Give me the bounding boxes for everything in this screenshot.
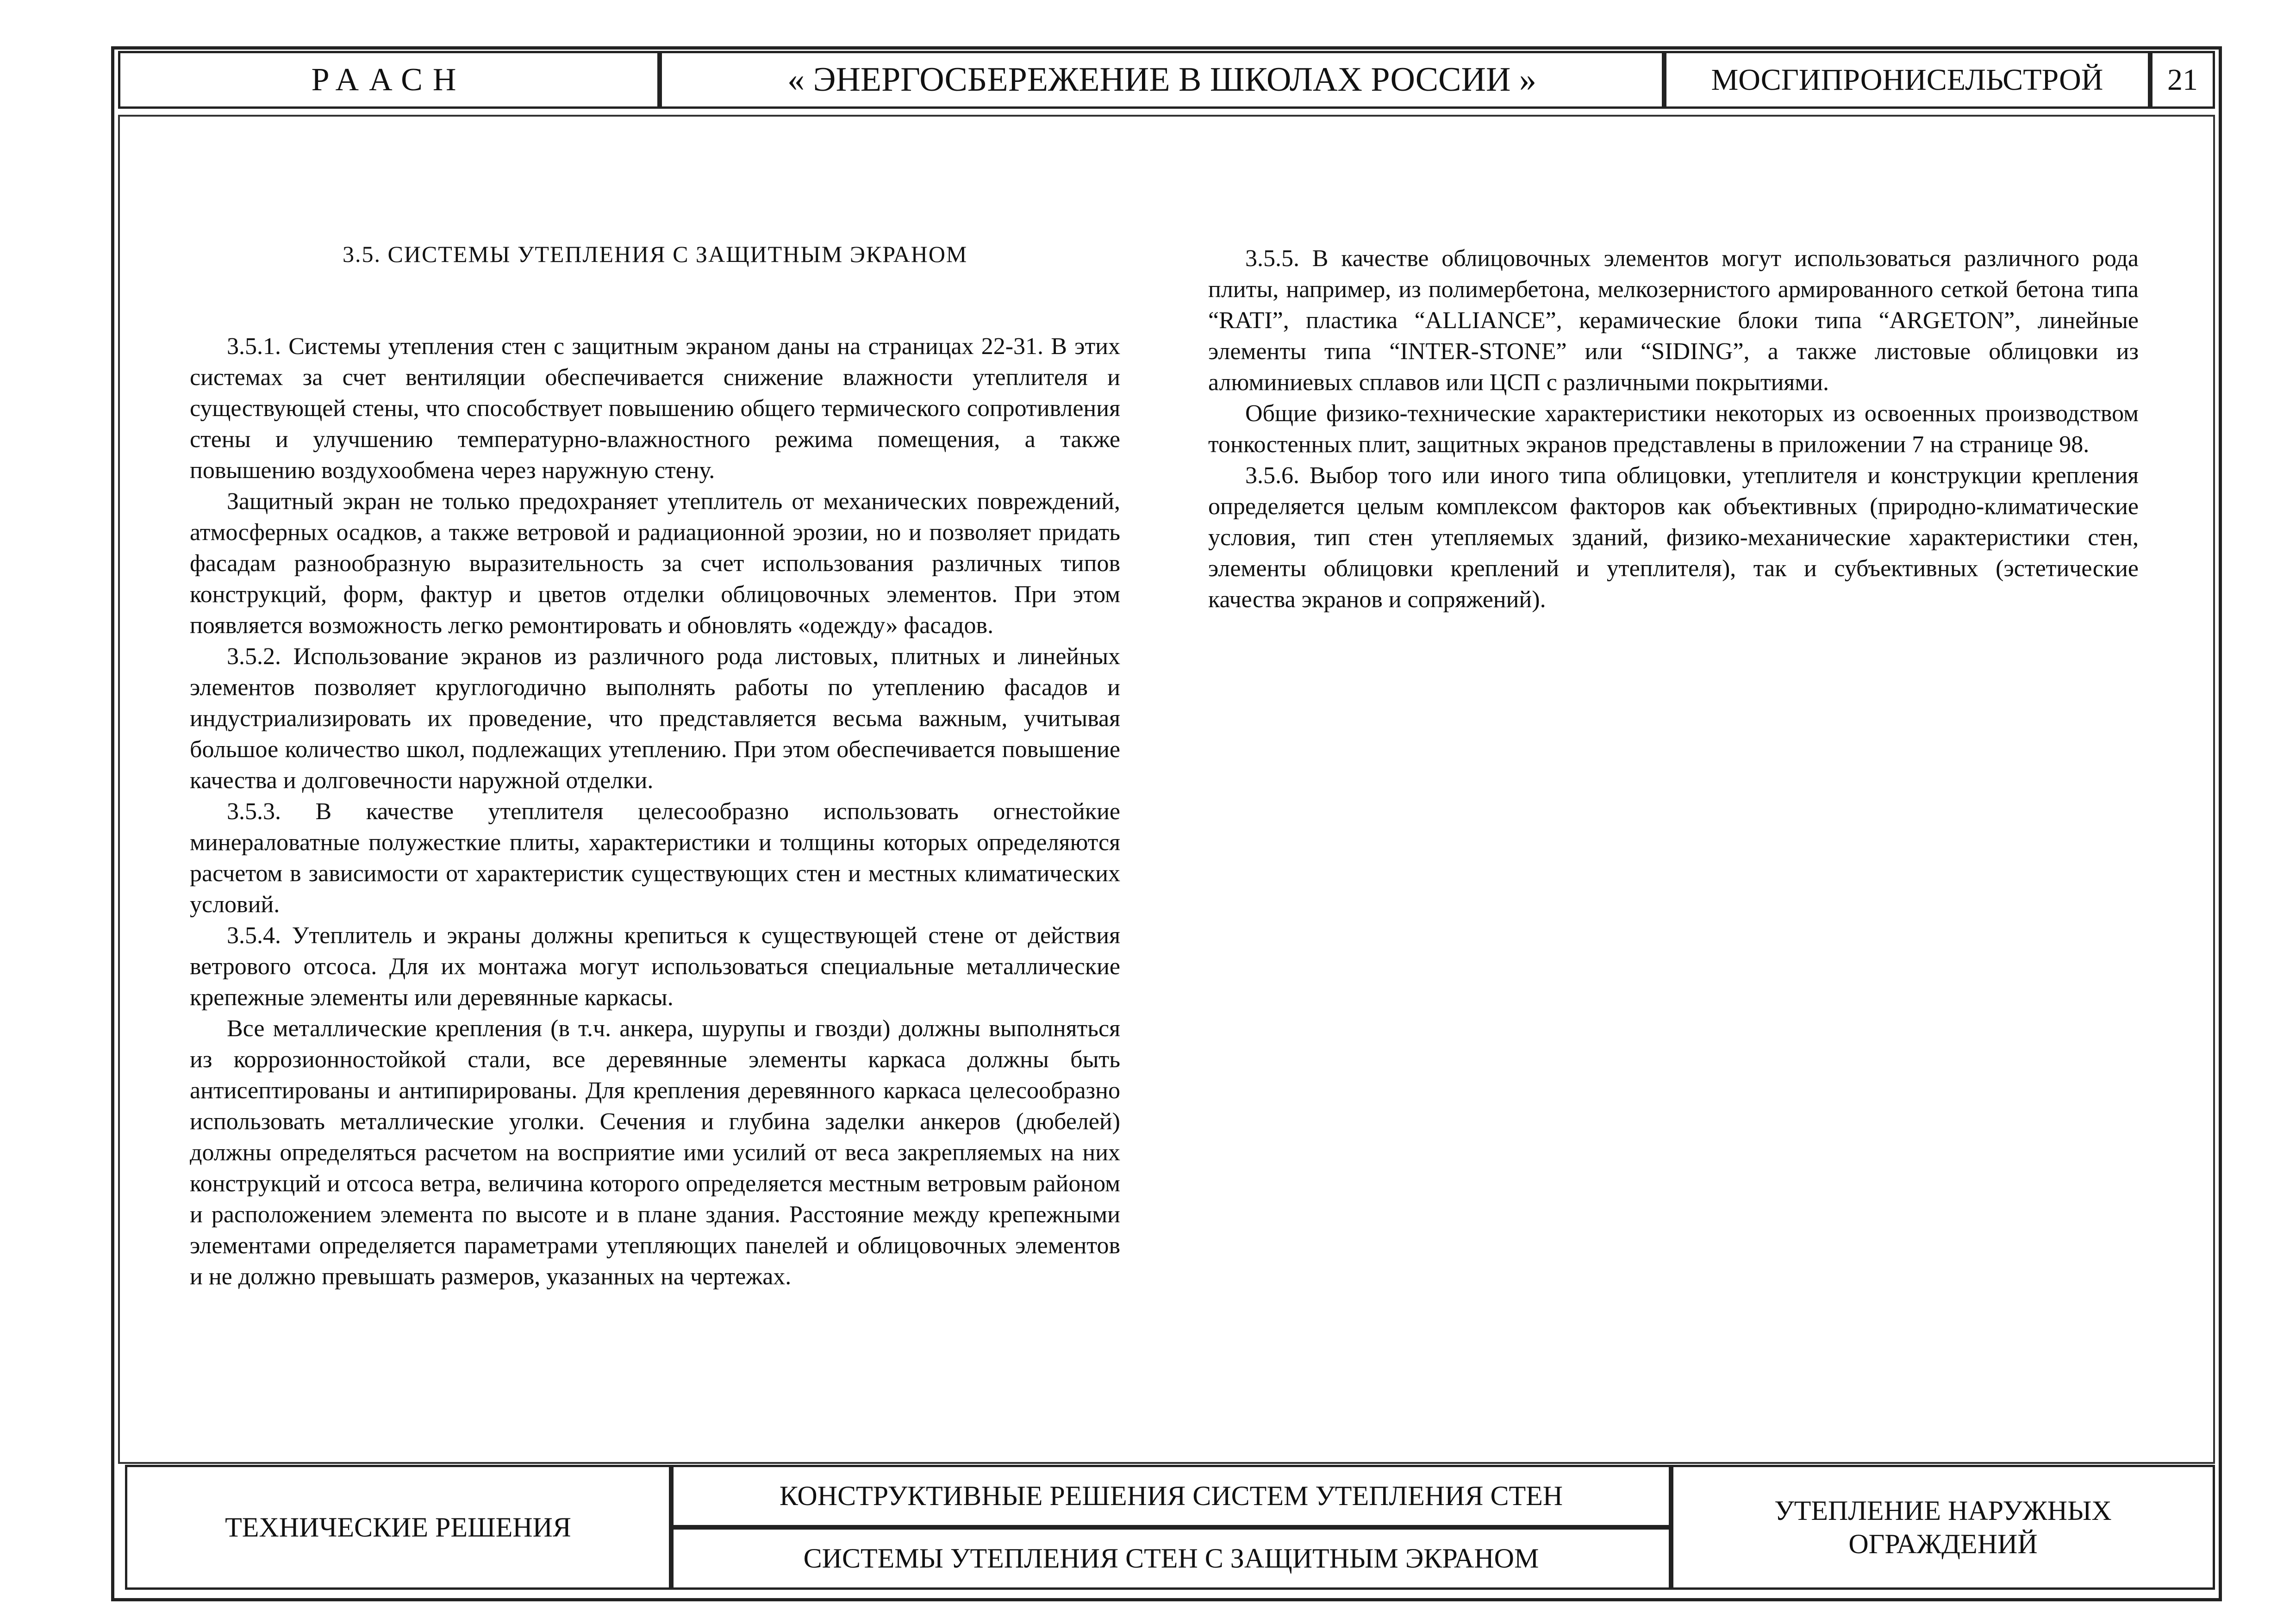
footer-category-text: ТЕХНИЧЕСКИЕ РЕШЕНИЯ <box>225 1512 571 1543</box>
paragraph: Защитный экран не только предохраняет утеплитель от механических повреждений, атмосферных осадков, а также ветровой и радиационной эрозии, но и позволяет придать фасадам разнообразную выразительность за счет использования различных типов конструкций, форм, фактур и цветов отделки облицовочных элементов. При этом появляется возможность легко ремонтировать и обновлять «одежду» фасадов. <box>190 488 1120 639</box>
header-title-text: « ЭНЕРГОСБЕРЕЖЕНИЕ В ШКОЛАХ РОССИИ » <box>787 61 1536 99</box>
footer-topic <box>1671 1465 2215 1590</box>
paragraph: 3.5.1. Системы утепления стен с защитным экраном даны на страницах 22-31. В этих системах за счет вентиляции обеспечивается снижение влажности утеплителя и существующей стены, что способствует повышению общего термического сопротивления стены и улучшению температурно-влажностного режима помещения, а также повышению воздухообмена через наружную стену. <box>190 333 1120 484</box>
paragraph: 3.5.4. Утеплитель и экраны должны крепиться к существующей стене от действия ветрового отсоса. Для их монтажа могут использоваться специальные металлические крепежные элементы или деревянные каркасы. <box>190 922 1120 1011</box>
header-title <box>660 51 1664 109</box>
right-column <box>1208 243 2139 615</box>
footer-category <box>125 1465 671 1590</box>
paragraph: 3.5.2. Использование экранов из различного рода листовых, плитных и линейных элементов позволяет круглогодично выполнять работы по утеплению фасадов и индустриализировать их проведение, что представляется весьма важным, учитывая большое количество школ, подлежащих утеплению. При этом обеспечивается повышение качества и долговечности наружной отделки. <box>190 643 1120 794</box>
footer-topic-text: УТЕПЛЕНИЕ НАРУЖНЫХ ОГРАЖДЕНИЙ <box>1774 1495 2112 1559</box>
footer-subtitle-top-text: КОНСТРУКТИВНЫЕ РЕШЕНИЯ СИСТЕМ УТЕПЛЕНИЯ СТЕН <box>779 1481 1563 1511</box>
paragraph: 3.5.5. В качестве облицовочных элементов могут использоваться различного рода плиты, например, из полимербетона, мелкозернистого армированного сеткой бетона типа “RATI”, пластика “ALLIANCE”, керамические блоки типа “ARGETON”, линейные элементы типа “INTER-STONE” или “SIDING”, а также листовые облицовки из алюминиевых сплавов или ЦСП с различными покрытиями. <box>1208 245 2139 396</box>
page-number <box>2150 51 2215 109</box>
section-title: 3.5. СИСТЕМЫ УТЕПЛЕНИЯ С ЗАЩИТНЫМ ЭКРАНОМ <box>343 241 968 267</box>
paragraph: Общие физико-технические характеристики некоторых из освоенных производством тонкостенных плит, защитных экранов представлены в приложении 7 на странице 98. <box>1208 400 2139 458</box>
header-org-text: РААСН <box>311 62 467 98</box>
paragraph: Все металлические крепления (в т.ч. анкера, шурупы и гвозди) должны выполняться из коррозионностойкой стали, все деревянные элементы каркаса должны быть антисептированы и антипирированы. Для крепления деревянного каркаса целесообразно использовать металлические уголки. Сечения и глубина заделки анкеров (дюбелей) должны определяться расчетом на восприятие ими усилий от веса закрепляемых на них конструкций и отсоса ветра, величина которого определяется местным ветровым районом и расположением элемента по высоте и в плане здания. Расстояние между крепежными элементами определяется параметрами утепляющих панелей и облицовочных элементов и не должно превышать размеров, указанных на чертежах. <box>190 1015 1120 1290</box>
paragraph: 3.5.3. В качестве утеплителя целесообразно использовать огнестойкие минераловатные полужесткие плиты, характеристики и толщины которых определяются расчетом в зависимости от характеристик существующих стен и местных климатических условий. <box>190 798 1120 918</box>
left-column <box>190 331 1120 1292</box>
footer-subtitle-bottom <box>671 1527 1671 1590</box>
paragraph: 3.5.6. Выбор того или иного типа облицовки, утеплителя и конструкции крепления определяется целым комплексом факторов как объективных (природно-климатические условия, тип стен утепляемых зданий, физико-механические характеристики стен, элементы облицовки креплений и утеплителя), так и субъективных (эстетические качества экранов и сопряжений). <box>1208 462 2139 613</box>
header-org <box>118 51 660 109</box>
footer-subtitle-bottom-text: СИСТЕМЫ УТЕПЛЕНИЯ СТЕН С ЗАЩИТНЫМ ЭКРАНОМ <box>803 1543 1539 1574</box>
page-number-text: 21 <box>2167 62 2198 97</box>
header-institute-text: МОСГИПРОНИСЕЛЬСТРОЙ <box>1711 62 2103 97</box>
header-institute <box>1664 51 2150 109</box>
footer-subtitle-top <box>671 1465 1671 1527</box>
